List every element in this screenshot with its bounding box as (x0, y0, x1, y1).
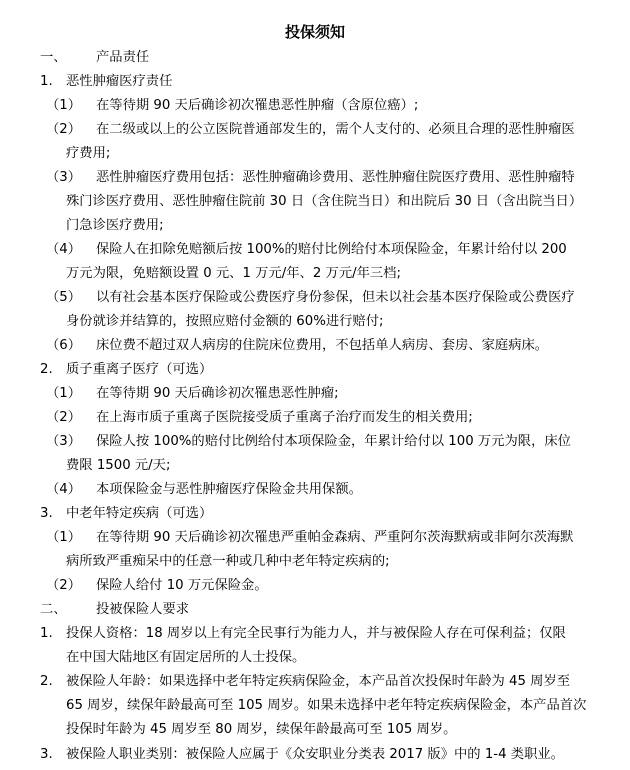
item-number: 3. (40, 506, 53, 521)
paragraph-line: 在等待期 90 天后确诊初次罹患恶性肿瘤（含原位癌）; (96, 98, 419, 113)
paragraph-line: 保险人在扣除免赔额后按 100%的赔付比例给付本项保险金，年累计给付以 200 (96, 242, 567, 257)
document-title: 投保须知 (284, 23, 345, 41)
paragraph-line: 恶性肿瘤医疗费用包括：恶性肿瘤确诊费用、恶性肿瘤住院医疗费用、恶性肿瘤特 (96, 170, 575, 185)
item-text: 中老年特定疾病（可选） (66, 506, 213, 521)
subitem-number: （3） (46, 434, 82, 449)
subitem-number: （1） (46, 98, 82, 113)
section-number: 一、 (40, 50, 67, 65)
subitem-number: （4） (46, 242, 82, 257)
paragraph-line: 投保时年龄为 45 周岁至 80 周岁，续保年龄最高可至 105 周岁。 (66, 722, 457, 737)
paragraph-line: 殊门诊医疗费用、恶性肿瘤住院前 30 日（含住院当日）和出院后 30 日（含出院当日） (66, 194, 583, 209)
item-text: 被保险人职业类别：被保险人应属于《众安职业分类表 2017 版》中的 1-4 类职业。 (66, 747, 564, 762)
item-text: 被保险人年龄：如果选择中老年特定疾病保险金，本产品首次投保时年龄为 45 周岁至 (66, 674, 571, 689)
subitem-number: （3） (46, 170, 82, 185)
paragraph-line: 以有社会基本医疗保险或公费医疗身份参保，但未以社会基本医疗保险或公费医疗 (96, 290, 575, 305)
paragraph-line: 在上海市质子重离子医院接受质子重离子治疗而发生的相关费用; (96, 410, 473, 425)
paragraph-line: 65 周岁，续保年龄最高可至 105 周岁。如果未选择中老年特定疾病保险金，本产品首次 (66, 698, 587, 713)
subitem-number: （1） (46, 386, 82, 401)
paragraph-line: 门急诊医疗费用; (66, 218, 164, 233)
paragraph-line: 床位费不超过双人病房的住院床位费用，不包括单人病房、套房、家庭病床。 (96, 338, 549, 353)
paragraph-line: 万元为限，免赔额设置 0 元、1 万元/年、2 万元/年三档; (66, 266, 401, 281)
paragraph-line: 在等待期 90 天后确诊初次罹患恶性肿瘤; (96, 386, 339, 401)
subitem-number: （6） (46, 338, 82, 353)
section-heading: 产品责任 (96, 50, 150, 65)
subitem-number: （5） (46, 290, 82, 305)
paragraph-line: 身份就诊并结算的，按照应赔付金额的 60%进行赔付; (66, 314, 384, 329)
section-number: 二、 (40, 602, 67, 617)
subitem-number: （2） (46, 410, 82, 425)
section-heading: 投被保险人要求 (96, 602, 190, 617)
item-number: 1. (40, 626, 53, 641)
paragraph-line: 疗费用; (66, 146, 111, 161)
subitem-number: （1） (46, 530, 82, 545)
item-number: 3. (40, 747, 53, 762)
subitem-number: （2） (46, 122, 82, 137)
paragraph-line: 在二级或以上的公立医院普通部发生的，需个人支付的、必须且合理的恶性肿瘤医 (96, 122, 575, 137)
item-text: 质子重离子医疗（可选） (66, 362, 213, 377)
subitem-number: （4） (46, 482, 82, 497)
paragraph-line: 本项保险金与恶性肿瘤医疗保险金共用保额。 (96, 482, 362, 497)
paragraph-line: 在等待期 90 天后确诊初次罹患严重帕金森病、严重阿尔茨海默病或非阿尔茨海默 (96, 530, 574, 545)
paragraph-line: 保险人给付 10 万元保险金。 (96, 578, 268, 593)
paragraph-line: 保险人按 100%的赔付比例给付本项保险金，年累计给付以 100 万元为限，床位 (96, 434, 571, 449)
item-text: 投保人资格：18 周岁以上有完全民事行为能力人，并与被保险人存在可保利益；仅限 (66, 626, 566, 641)
paragraph-line: 在中国大陆地区有固定居所的人士投保。 (66, 650, 306, 665)
paragraph-line: 费限 1500 元/天; (66, 458, 171, 473)
item-text: 恶性肿瘤医疗责任 (66, 74, 173, 89)
item-number: 2. (40, 362, 53, 377)
item-number: 2. (40, 674, 53, 689)
subitem-number: （2） (46, 578, 82, 593)
paragraph-line: 病所致严重痴呆中的任意一种或几种中老年特定疾病的; (66, 554, 390, 569)
item-number: 1. (40, 74, 53, 89)
